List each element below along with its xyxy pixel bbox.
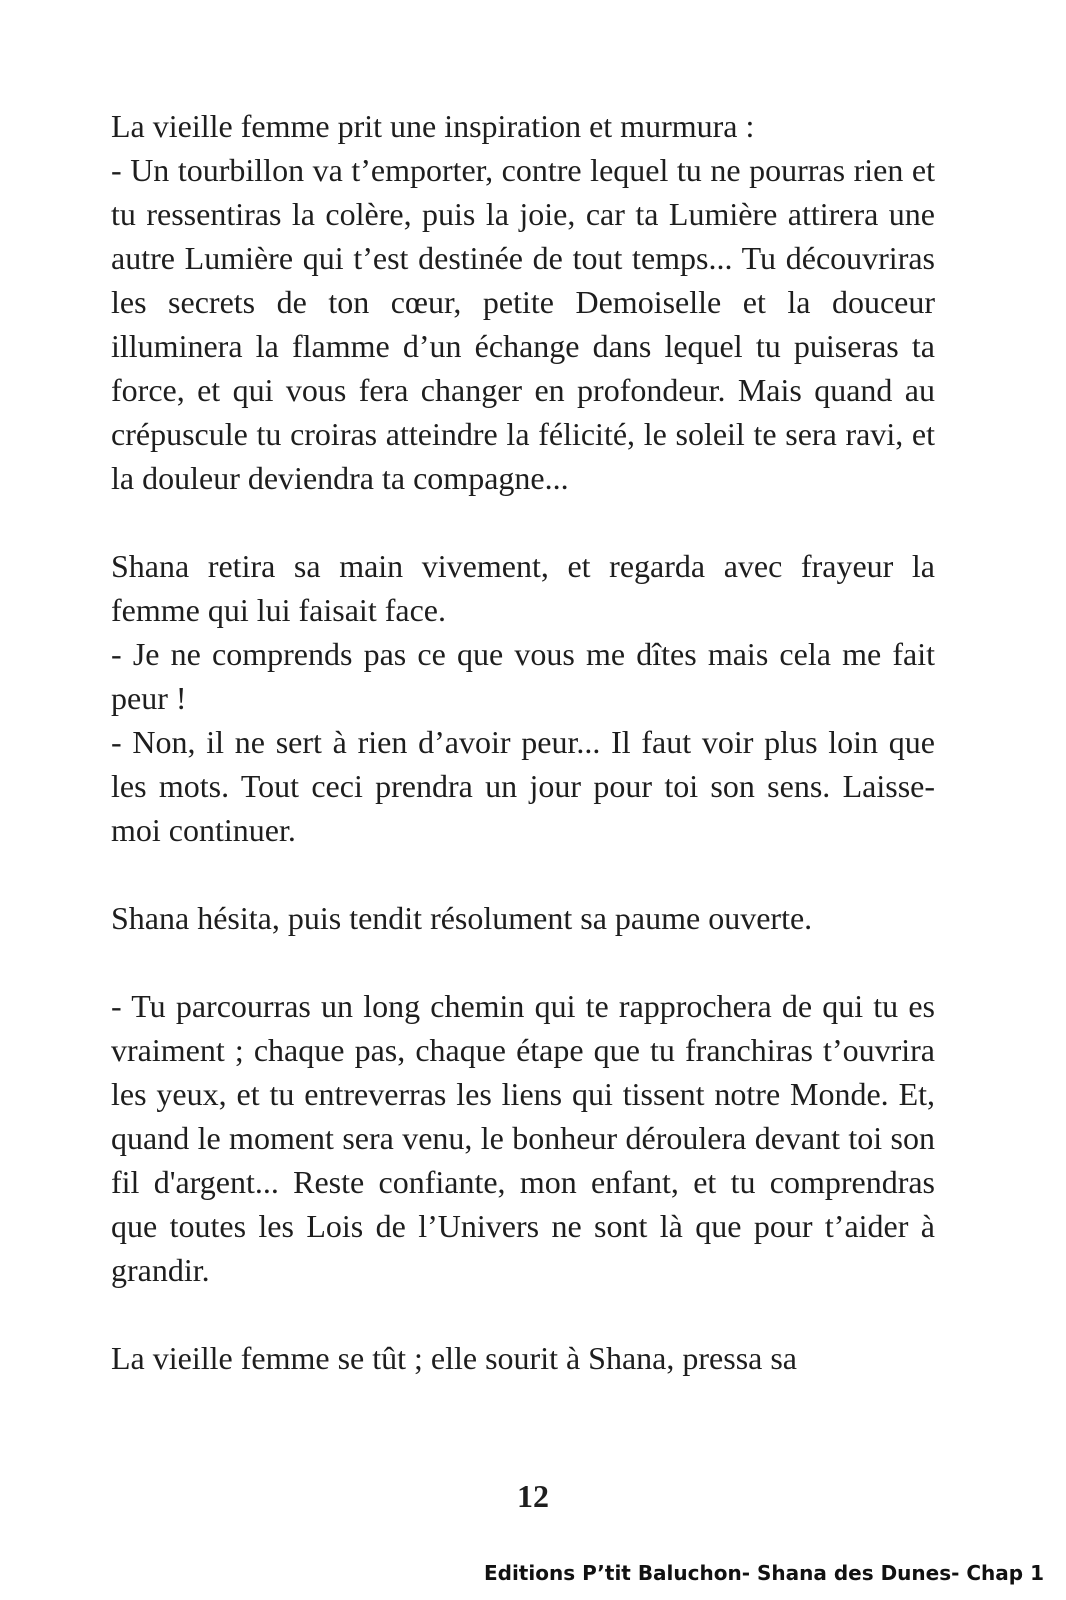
- paragraph: Shana hésita, puis tendit résolument sa paume ouverte.: [111, 900, 813, 936]
- paragraph-gap: [111, 940, 935, 984]
- paragraph-gap: [111, 500, 935, 544]
- page-number: 12: [517, 1478, 549, 1514]
- page-body: [111, 104, 935, 1380]
- paragraph-gap: [111, 852, 935, 896]
- paragraph: - Tu parcourras un long chemin qui te rapprochera de qui tu es vraiment ; chaque pas, chaque étape que tu franchiras t’ouvrira les yeux, et tu entreverras les liens qui tissent notre Monde. Et, quand le moment sera venu, le bonheur déroulera devant toi son fil d'argent... Reste confiante, mon enfant, et tu comprendras que toutes les Lois de l’Univers ne sont là que pour t’aider à grandir.: [111, 988, 935, 1288]
- paragraph: - Je ne comprends pas ce que vous me dîtes mais cela me fait peur !: [111, 636, 935, 716]
- paragraph: Shana retira sa main vivement, et regarda avec frayeur la femme qui lui faisait face.: [111, 548, 935, 628]
- footer-credit: Editions P’tit Baluchon- Shana des Dunes- Chap 1: [483, 1561, 1044, 1585]
- paragraph: La vieille femme prit une inspiration et murmura :: [111, 108, 755, 144]
- paragraph-gap: [111, 1292, 935, 1336]
- paragraph: - Non, il ne sert à rien d’avoir peur... Il faut voir plus loin que les mots. Tout ceci prendra un jour pour toi son sens. Laisse-moi continuer.: [111, 724, 935, 848]
- paragraph: La vieille femme se tût ; elle sourit à Shana, pressa sa: [111, 1340, 797, 1376]
- paragraph: - Un tourbillon va t’emporter, contre lequel tu ne pourras rien et tu ressentiras la colère, puis la joie, car ta Lumière attirera une autre Lumière qui t’est destinée de tout temps... Tu découvriras les secrets de ton cœur, petite Demoiselle et la douceur illuminera la flamme d’un échange dans lequel tu puiseras ta force, et qui vous fera changer en profondeur. Mais quand au crépuscule tu croiras atteindre la félicité, le soleil te sera ravi, et la douleur deviendra ta compagne...: [111, 152, 935, 496]
